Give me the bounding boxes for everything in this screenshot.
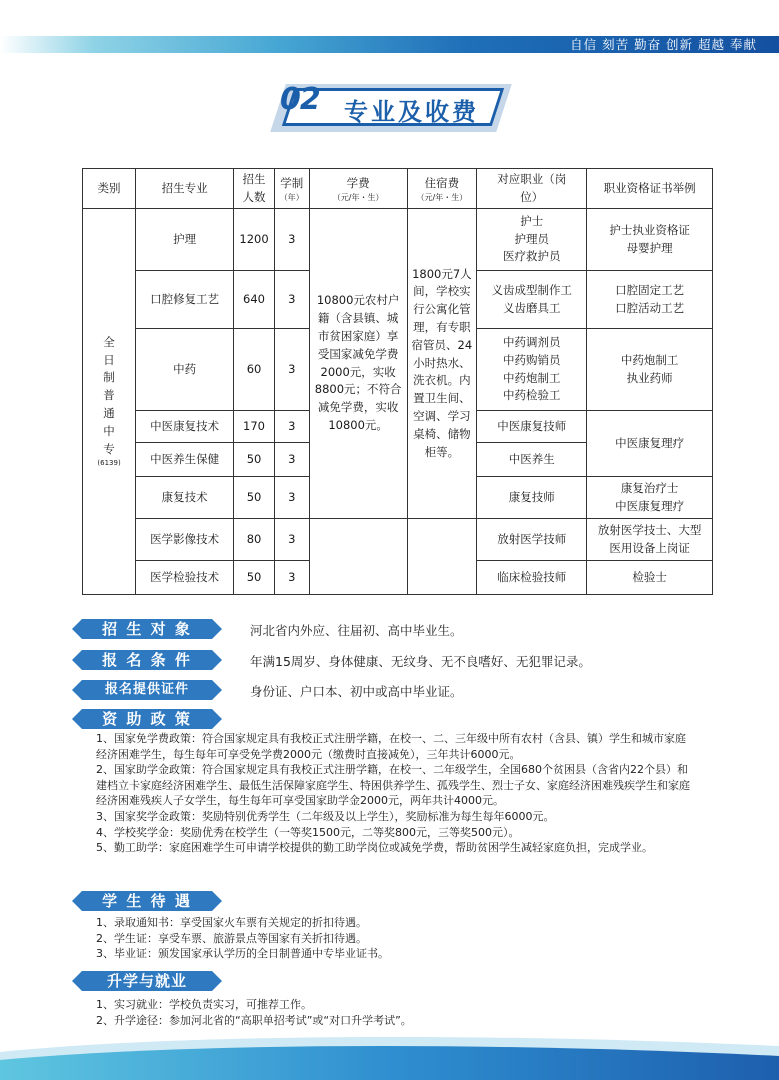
target-text: 河北省内外应、往届初、高中毕业生。 bbox=[250, 623, 463, 638]
cert-cell: 中医康复理疗 bbox=[587, 411, 713, 477]
cert-item: 口腔固定工艺 bbox=[615, 282, 685, 297]
jobs-cell: 中医养生 bbox=[477, 443, 587, 477]
category-cell: 全日制普通中专 (6139) bbox=[83, 209, 136, 595]
target-section-label bbox=[72, 619, 242, 639]
duration-cell: 3 bbox=[274, 209, 309, 271]
cert-cell: 检验士 bbox=[587, 561, 713, 595]
table-header-row bbox=[83, 169, 713, 209]
enrollment-cell: 60 bbox=[234, 329, 275, 411]
major-cell: 康复技术 bbox=[136, 477, 234, 519]
header-certs: 职业资格证书举例 bbox=[587, 169, 713, 209]
duration-cell: 3 bbox=[274, 519, 309, 561]
table-row bbox=[83, 519, 713, 561]
major-cell: 中药 bbox=[136, 329, 234, 411]
cert-cell bbox=[587, 329, 713, 411]
job-item: 医疗救护员 bbox=[502, 249, 561, 264]
header-jobs: 对应职业（岗位） bbox=[477, 169, 587, 209]
cert-item: 口腔活动工艺 bbox=[615, 300, 685, 315]
documents-section-label bbox=[72, 680, 242, 700]
major-cell: 中医康复技术 bbox=[136, 411, 234, 443]
duration-cell: 3 bbox=[274, 271, 309, 329]
tuition-cell: 10800元农村户籍（含县镇、城市贫困家庭）享受国家减免学费2000元，实收8800元；不符合减免学费，实收10800元。 bbox=[309, 209, 407, 519]
job-item: 中药炮制工 bbox=[502, 370, 561, 385]
list-item: 1、录取通知书：享受国家火车票有关规定的折扣待遇。 bbox=[96, 916, 367, 929]
job-item: 护士 bbox=[520, 213, 544, 228]
cert-item: 中医康复理疗 bbox=[615, 498, 685, 513]
cert-item: 中药炮制工 bbox=[620, 352, 679, 367]
requirements-section-label bbox=[72, 650, 242, 670]
label-text: 资 助 政 策 bbox=[102, 710, 192, 728]
header-major: 招生专业 bbox=[136, 169, 234, 209]
requirements-text: 年满15周岁、身体健康、无纹身、无不良嗜好、无犯罪记录。 bbox=[250, 654, 591, 669]
list-item: 4、学校奖学金：奖励优秀在校学生（一等奖1500元，二等奖800元，三等奖500元）。 bbox=[96, 825, 520, 839]
label-text: 报名提供证件 bbox=[104, 682, 189, 697]
duration-cell: 3 bbox=[274, 411, 309, 443]
jobs-cell: 放射医学技师 bbox=[477, 519, 587, 561]
header-tuition: 学费 （元/年・生） bbox=[309, 169, 407, 209]
career-list bbox=[96, 997, 696, 1028]
list-item: 2、国家助学金政策：符合国家规定具有我校正式注册学籍，在校一、二年级学生，全国680个贫困县（含省内22个县）和建档立卡家庭经济困难学生、最低生活保障家庭学生、特困供养学生、孤残学生、烈士子女、家庭经济困难残疾学生和家庭经济困难残疾人子女学生，每生每年可享受国家助学金2000元，两年共计4000元。 bbox=[96, 763, 690, 808]
enrollment-cell: 50 bbox=[234, 477, 275, 519]
cert-item: 康复治疗士 bbox=[620, 480, 679, 495]
dorm-cell: 1800元7人间，学校实行公寓化管理，有专职宿管员、24小时热水、洗衣机。内置卫生间、空调、学习桌椅、储物柜等。 bbox=[407, 209, 476, 519]
tuition-cell-empty bbox=[309, 519, 407, 595]
major-cell: 中医养生保健 bbox=[136, 443, 234, 477]
benefits-list bbox=[96, 915, 696, 962]
header-dorm: 住宿费 （元/年・生） bbox=[407, 169, 476, 209]
major-cell: 医学影像技术 bbox=[136, 519, 234, 561]
job-item: 护理员 bbox=[514, 231, 549, 246]
duration-cell: 3 bbox=[274, 443, 309, 477]
list-item: 3、国家奖学金政策：奖励特别优秀学生（二年级及以上学生），奖励标准为每生每年6000元。 bbox=[96, 809, 555, 823]
cert-cell bbox=[587, 209, 713, 271]
top-banner bbox=[0, 36, 779, 53]
table-row bbox=[83, 209, 713, 271]
header-category: 类别 bbox=[83, 169, 136, 209]
cert-cell bbox=[587, 477, 713, 519]
major-cell: 口腔修复工艺 bbox=[136, 271, 234, 329]
jobs-cell bbox=[477, 329, 587, 411]
enrollment-cell: 640 bbox=[234, 271, 275, 329]
enrollment-cell: 50 bbox=[234, 561, 275, 595]
job-item: 中药调剂员 bbox=[502, 334, 561, 349]
jobs-cell: 中医康复技师 bbox=[477, 411, 587, 443]
header-enrollment: 招生人数 bbox=[234, 169, 275, 209]
majors-fee-table bbox=[82, 168, 713, 595]
cert-item: 护士执业资格证 bbox=[609, 222, 690, 237]
dorm-cell-empty bbox=[407, 519, 476, 595]
list-item: 1、实习就业：学校负责实习，可推荐工作。 bbox=[96, 998, 312, 1011]
jobs-cell: 康复技师 bbox=[477, 477, 587, 519]
enrollment-cell: 80 bbox=[234, 519, 275, 561]
jobs-cell bbox=[477, 209, 587, 271]
major-cell: 护理 bbox=[136, 209, 234, 271]
label-text: 报 名 条 件 bbox=[102, 651, 192, 669]
cert-item: 执业药师 bbox=[626, 370, 673, 385]
aid-policy-list bbox=[96, 731, 696, 856]
documents-text: 身份证、户口本、初中或高中毕业证。 bbox=[250, 684, 463, 699]
job-item: 义齿磨具工 bbox=[502, 300, 561, 315]
enrollment-cell: 1200 bbox=[234, 209, 275, 271]
label-text: 招 生 对 象 bbox=[102, 620, 192, 638]
career-section-label bbox=[72, 971, 242, 991]
list-item: 3、毕业证：颁发国家承认学历的全日制普通中专毕业证书。 bbox=[96, 947, 389, 961]
label-text: 升学与就业 bbox=[106, 972, 187, 990]
duration-cell: 3 bbox=[274, 329, 309, 411]
duration-cell: 3 bbox=[274, 561, 309, 595]
banner-slogan: 自信 刻苦 勤奋 创新 超越 奉献 bbox=[570, 37, 757, 52]
section-heading bbox=[266, 80, 516, 136]
major-cell: 医学检验技术 bbox=[136, 561, 234, 595]
list-item: 2、升学途径：参加河北省的“高职单招考试”或“对口升学考试”。 bbox=[96, 1013, 412, 1027]
cert-item: 母婴护理 bbox=[626, 240, 673, 255]
cert-cell: 放射医学技士、大型医用设备上岗证 bbox=[587, 519, 713, 561]
cert-cell bbox=[587, 271, 713, 329]
job-item: 义齿成型制作工 bbox=[491, 282, 572, 297]
heading-number: 02 bbox=[280, 82, 320, 117]
job-item: 中药检验工 bbox=[502, 388, 561, 403]
heading-title: 专业及收费 bbox=[344, 98, 479, 126]
benefits-section-label bbox=[72, 891, 242, 911]
list-item: 1、国家免学费政策：符合国家规定具有我校正式注册学籍，在校一、二、三年级中所有农村（含县、镇）学生和城市家庭经济困难学生，每生每年可享受免学费2000元（缴费时直接减免），三年共计6000元。 bbox=[96, 732, 686, 761]
bottom-wave-decoration bbox=[0, 1030, 779, 1080]
list-item: 5、勤工助学：家庭困难学生可申请学校提供的勤工助学岗位或减免学费，帮助贫困学生减轻家庭负担，完成学业。 bbox=[96, 841, 653, 855]
duration-cell: 3 bbox=[274, 477, 309, 519]
header-duration: 学制 （年） bbox=[274, 169, 309, 209]
label-text: 学 生 待 遇 bbox=[102, 892, 192, 910]
job-item: 中药购销员 bbox=[502, 352, 561, 367]
jobs-cell: 临床检验技师 bbox=[477, 561, 587, 595]
jobs-cell bbox=[477, 271, 587, 329]
enrollment-cell: 170 bbox=[234, 411, 275, 443]
list-item: 2、学生证：享受车票、旅游景点等国家有关折扣待遇。 bbox=[96, 931, 367, 945]
enrollment-cell: 50 bbox=[234, 443, 275, 477]
aid-section-label bbox=[72, 709, 242, 729]
